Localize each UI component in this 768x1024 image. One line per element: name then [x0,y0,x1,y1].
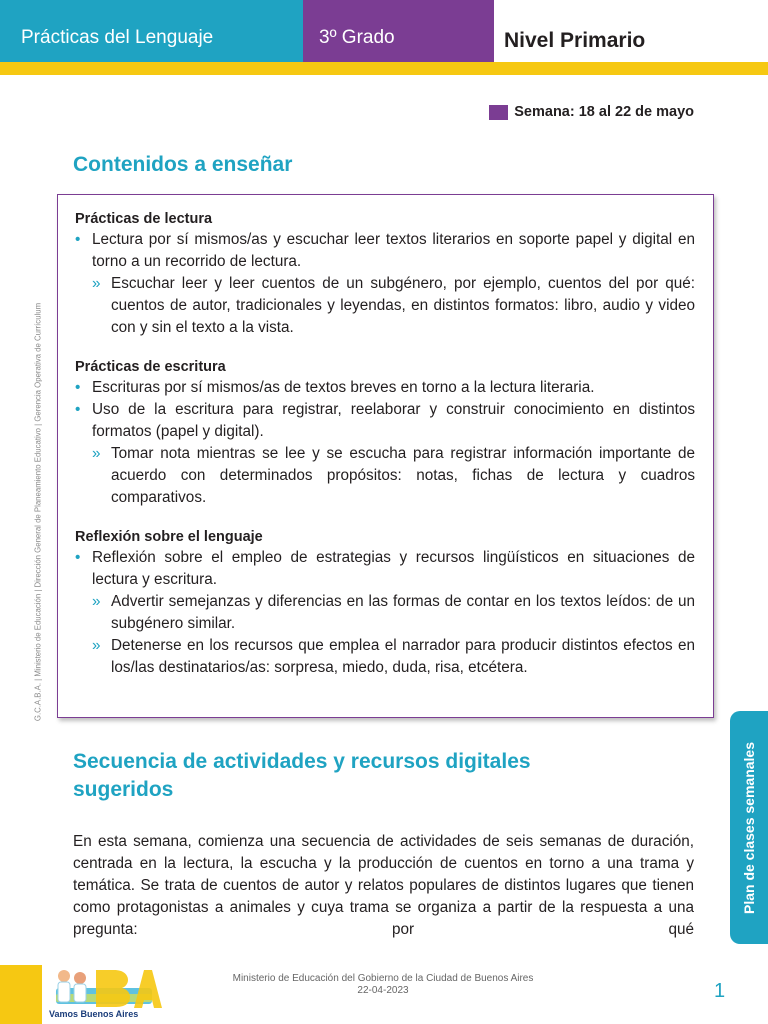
header-yellow-band [0,62,768,75]
section-reading [75,209,695,339]
bullet-item: • Reflexión sobre el empleo de estrategias y recursos lingüísticos en situaciones de lectura y escritura. [75,547,695,591]
header-level: Nivel Primario [494,0,768,62]
bullet-item: • Lectura por sí mismos/as y escuchar leer textos literarios en soporte papel y digital en torno a un recorrido de lectura. [75,229,695,273]
week-square-icon [489,105,508,120]
contents-box [57,194,714,718]
bullet-item: • Escrituras por sí mismos/as de textos breves en torno a la lectura literaria. [75,377,695,399]
bullet-item: • Uso de la escritura para registrar, reelaborar y construir conocimiento en distintos formatos (papel y digital). [75,399,695,443]
section-title: Prácticas de escritura [75,359,226,375]
sequence-paragraph: En esta semana, comienza una secuencia de actividades de seis semanas de duración, centrada en la lectura, la escucha y la producción de cuentos en torno a una trama y temática. Se trata de cuentos de autor y relatos populares de distintos lugares que tienen como protagonistas a animales y cuya trama se organiza a partir de la respuesta a una pregunta: por qué [73,833,694,938]
footer-yellow-block [0,965,42,1024]
header-subject: Prácticas del Lenguaje [0,0,303,62]
sub-bullet-item: » Detenerse en los recursos que emplea el narrador para producir distintos efectos en los/las destinatarios/as: sorpresa, miedo, duda, risa, etcétera. [75,635,695,679]
section-reflection [75,527,695,679]
side-credit [27,262,49,762]
logo-text: Vamos Buenos Aires [49,1009,139,1019]
header-grade: 3º Grado [303,0,494,62]
footer-credit [170,973,596,997]
sub-bullet-item: » Advertir semejanzas y diferencias en las formas de contar en los textos leídos: de un subgénero similar. [75,591,695,635]
page-header [0,0,768,62]
page-number: 1 [714,980,726,1002]
side-credit-text: G.C.A.B.A. | Ministerio de Educación | Dirección General de Planeamiento Educativo | Gerencia Operativa de Currículum [33,302,43,722]
sequence-title: Secuencia de actividades y recursos digitales sugeridos [73,750,531,801]
sub-bullet-item: » Escuchar leer y leer cuentos de un subgénero, por ejemplo, cuentos del por qué: cuentos de autor, tradicionales y leyendas, en distintos formatos: libro, audio y video con y sin el texto a la vista. [75,273,695,339]
week-label: Semana: 18 al 22 de mayo [514,104,694,120]
section-title: Prácticas de lectura [75,211,213,227]
week-indicator [489,104,694,120]
contents-title: Contenidos a enseñar [73,153,293,176]
footer-ministry: Ministerio de Educación del Gobierno de la Ciudad de Buenos Aires [232,973,534,984]
weekly-plan-tab [730,711,768,944]
footer-date: 22-04-2023 [357,985,409,996]
weekly-plan-tab-label: Plan de clases semanales [741,741,757,914]
section-writing [75,357,695,509]
section-title: Reflexión sobre el lenguaje [75,529,263,545]
sub-bullet-item: » Tomar nota mientras se lee y se escucha para registrar información importante de acuerdo con determinados propósitos: notas, fichas de lectura y cuadros comparativos. [75,443,695,509]
